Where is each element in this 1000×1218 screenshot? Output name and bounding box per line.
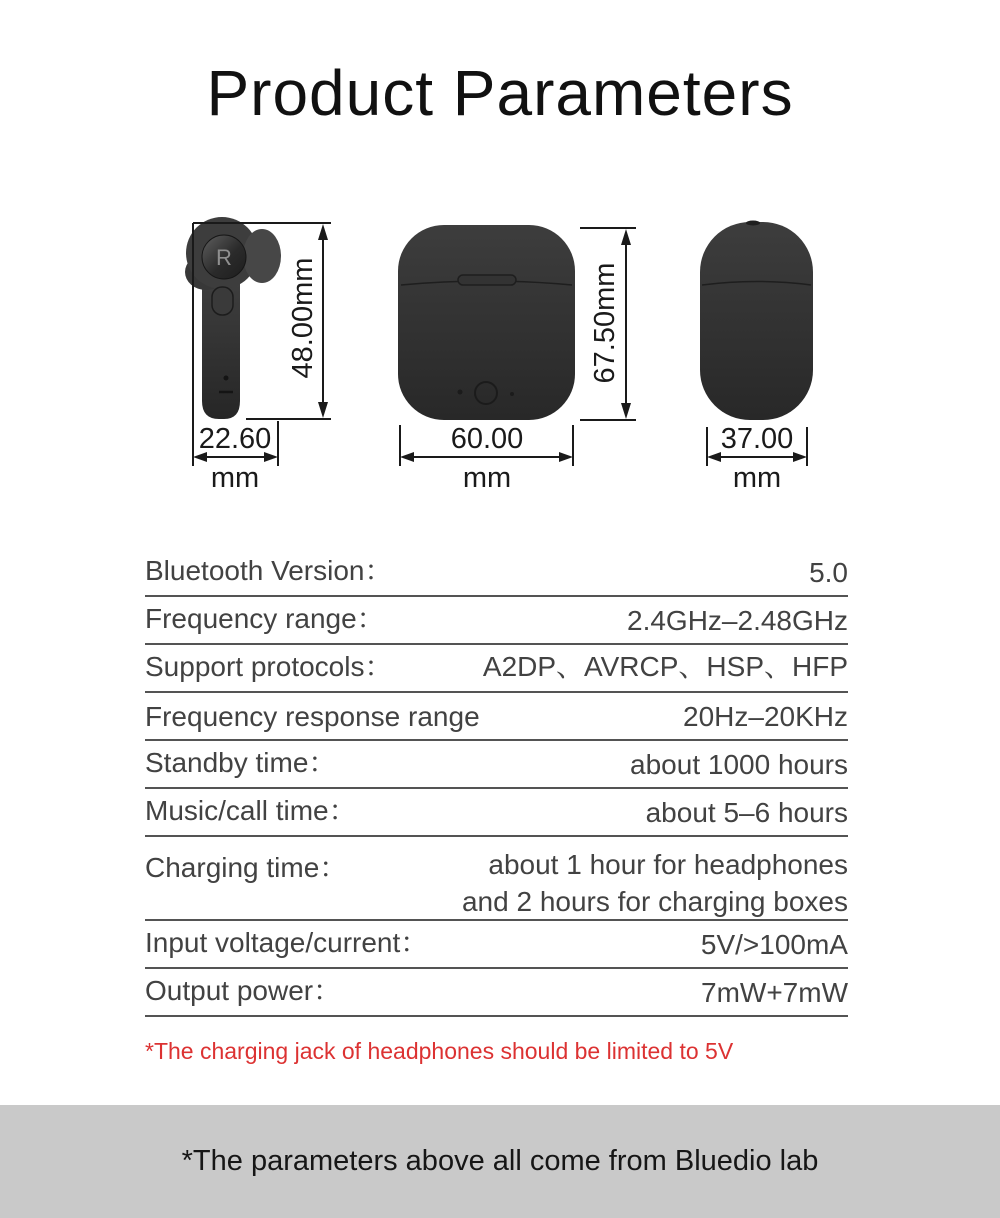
spec-value: 7mW+7mW (701, 977, 848, 1008)
spec-label: Input voltage/current： (145, 927, 429, 958)
earbud-width-unit: mm (210, 462, 260, 494)
spec-value-line-1: about 1 hour for headphones (488, 849, 848, 880)
spec-value: about 1000 hours (630, 749, 848, 780)
spec-value: 2.4GHz–2.48GHz (627, 605, 848, 636)
spec-label: Frequency range： (145, 603, 385, 634)
case-front-led-dot (458, 390, 463, 395)
spec-label: Standby time： (145, 747, 337, 778)
case-side-body (700, 222, 813, 420)
spec-row-frequency-response (145, 693, 848, 741)
spec-value-line-2: and 2 hours for charging boxes (461, 886, 848, 917)
spec-row-music-call-time (145, 789, 848, 837)
earbud-height-label: 48.00mm (287, 257, 319, 379)
spec-value: 20Hz–20KHz (683, 701, 848, 732)
earbud-illustration (185, 217, 281, 419)
spec-table (145, 549, 848, 1017)
spec-row-charging-time (145, 837, 848, 921)
earbud-marking: R (216, 245, 232, 270)
charging-case-side-illustration (700, 221, 813, 421)
case-front-width-value: 60.00 (450, 423, 524, 455)
footer-bar (0, 1105, 1000, 1218)
spec-label: Support protocols： (145, 651, 393, 682)
spec-label: Output power： (145, 975, 342, 1006)
case-front-width-unit: mm (462, 462, 512, 494)
footer-note: *The parameters above all come from Bluedio lab (181, 1145, 819, 1177)
spec-value (462, 846, 848, 920)
page-title: Product Parameters (206, 57, 794, 129)
spec-value: 5V/>100mA (700, 929, 848, 960)
spec-label: Frequency response range (145, 701, 480, 732)
spec-row-input-voltage-current (145, 921, 848, 969)
spec-label: Charging time： (145, 852, 348, 883)
spec-value: about 5–6 hours (645, 797, 848, 828)
case-front-hinge-slot (458, 275, 516, 285)
spec-value: A2DP、AVRCP、HSP、HFP (482, 651, 848, 682)
spec-row-bluetooth-version (145, 549, 848, 597)
charging-case-front-illustration (398, 225, 575, 420)
earbud-button (212, 287, 233, 315)
spec-row-support-protocols (145, 645, 848, 693)
case-front-height-label: 67.50mm (589, 262, 621, 384)
spec-label: Music/call time： (145, 795, 357, 826)
case-side-width-value: 37.00 (720, 423, 794, 455)
spec-value: 5.0 (809, 557, 848, 588)
spec-row-standby-time (145, 741, 848, 789)
case-side-width-unit: mm (732, 462, 782, 494)
earbud-width-value: 22.60 (198, 423, 272, 455)
case-front-mic-dot (510, 392, 514, 396)
spec-label: Bluetooth Version： (145, 555, 393, 586)
warning-note: *The charging jack of headphones should be limited to 5V (145, 1038, 734, 1064)
case-side-top-mark (746, 221, 760, 226)
product-figure (0, 195, 1000, 495)
earbud-eartip (243, 229, 281, 283)
spec-row-frequency-range (145, 597, 848, 645)
case-front-body (398, 225, 575, 420)
earbud-mic-hole (224, 376, 229, 381)
spec-row-output-power (145, 969, 848, 1017)
